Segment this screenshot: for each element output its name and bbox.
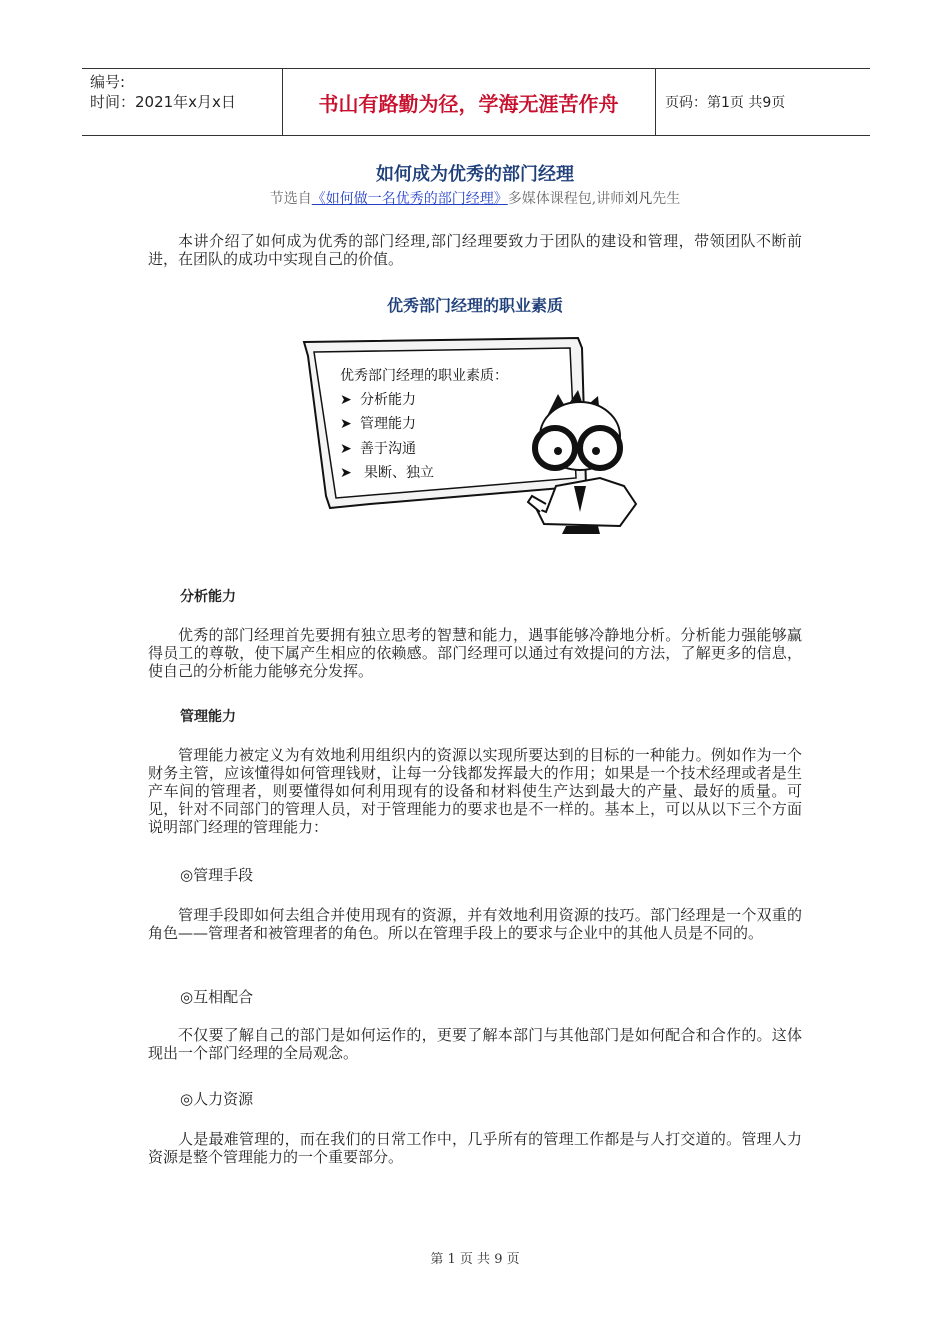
hr-heading: ◎人力资源 xyxy=(180,1090,254,1108)
document-header xyxy=(82,68,870,136)
number-label: 编号: xyxy=(90,73,126,91)
board-item-2: 管理能力 xyxy=(360,416,416,432)
motto-text: 书山有路勤为径，学海无涯苦作舟 xyxy=(318,91,619,116)
board-arrow-1: ➤ xyxy=(340,392,352,408)
document-subtitle xyxy=(0,188,950,208)
intro-paragraph: 本讲介绍了如何成为优秀的部门经理,部门经理要致力于团队的建设和管理，带领团队不断前进，在团队的成功中实现自己的价值。 xyxy=(148,232,802,268)
analysis-heading: 分析能力 xyxy=(180,589,236,605)
management-heading: 管理能力 xyxy=(180,709,236,725)
course-link[interactable]: 《如何做一名优秀的部门经理》 xyxy=(311,191,508,207)
page-info: 页码：第1页 共9页 xyxy=(665,95,786,111)
right-eye-icon xyxy=(592,447,600,455)
board-item-3: 善于沟通 xyxy=(360,441,416,457)
subtitle-prefix: 节选自 xyxy=(269,191,312,207)
board-arrow-4: ➤ xyxy=(340,465,352,481)
hr-paragraph: 人是最难管理的，而在我们的日常工作中，几乎所有的管理工作都是与人打交道的。管理人力资源是整个管理能力的一个重要部分。 xyxy=(148,1130,802,1166)
page-footer: 第 1 页 共 9 页 xyxy=(430,1252,520,1267)
header-left-cell xyxy=(82,69,283,135)
section-heading: 优秀部门经理的职业素质 xyxy=(386,296,563,315)
board-item-4: 果断、独立 xyxy=(364,465,434,481)
feet-icon xyxy=(562,526,600,534)
subtitle-middle: 多媒体课程包,讲师 xyxy=(507,191,625,207)
header-page-cell xyxy=(655,69,870,135)
left-eye-icon xyxy=(554,447,562,455)
board-arrow-2: ➤ xyxy=(340,416,352,432)
right-glasses-icon xyxy=(580,428,620,468)
header-motto-cell xyxy=(282,69,656,135)
time-label: 时间：2021年x月x日 xyxy=(90,93,236,111)
management-paragraph: 管理能力被定义为有效地利用组织内的资源以实现所要达到的目标的一种能力。例如作为一个财务主管，应该懂得如何管理钱财，让每一分钱都发挥最大的作用；如果是一个技术经理或者是生产车间的管理者，则要懂得如何利用现有的设备和材料使生产达到最大的产量、最好的质量。可见，针对不同部门的管理人员，对于管理能力的要求也是不一样的。基本上，可以从以下三个方面说明部门经理的管理能力： xyxy=(148,746,802,836)
hand-icon xyxy=(528,496,546,512)
cooperation-paragraph: 不仅要了解自己的部门是如何运作的，更要了解本部门与其他部门是如何配合和合作的。这体现出一个部门经理的全局观念。 xyxy=(148,1026,802,1062)
means-paragraph: 管理手段即如何去组合并使用现有的资源，并有效地利用资源的技巧。部门经理是一个双重的角色——管理者和被管理者的角色。所以在管理手段上的要求与企业中的其他人员是不同的。 xyxy=(148,906,802,942)
board-arrow-3: ➤ xyxy=(340,441,352,457)
document-title: 如何成为优秀的部门经理 xyxy=(376,164,574,185)
illustration-svg xyxy=(300,336,660,536)
board-title: 优秀部门经理的职业素质： xyxy=(340,368,508,384)
analysis-paragraph: 优秀的部门经理首先要拥有独立思考的智慧和能力，遇事能够冷静地分析。分析能力强能够赢得员工的尊敬，使下属产生相应的依赖感。部门经理可以通过有效提问的方法，了解更多的信息，使自己的分析能力能够充分发挥。 xyxy=(148,626,802,680)
cooperation-heading: ◎互相配合 xyxy=(180,988,254,1006)
lecturer-name: 刘凡 xyxy=(624,191,653,207)
cartoon-illustration xyxy=(300,336,660,536)
left-glasses-icon xyxy=(535,428,575,468)
board-item-1: 分析能力 xyxy=(360,392,416,408)
subtitle-suffix: 先生 xyxy=(652,191,681,207)
means-heading: ◎管理手段 xyxy=(180,866,254,884)
